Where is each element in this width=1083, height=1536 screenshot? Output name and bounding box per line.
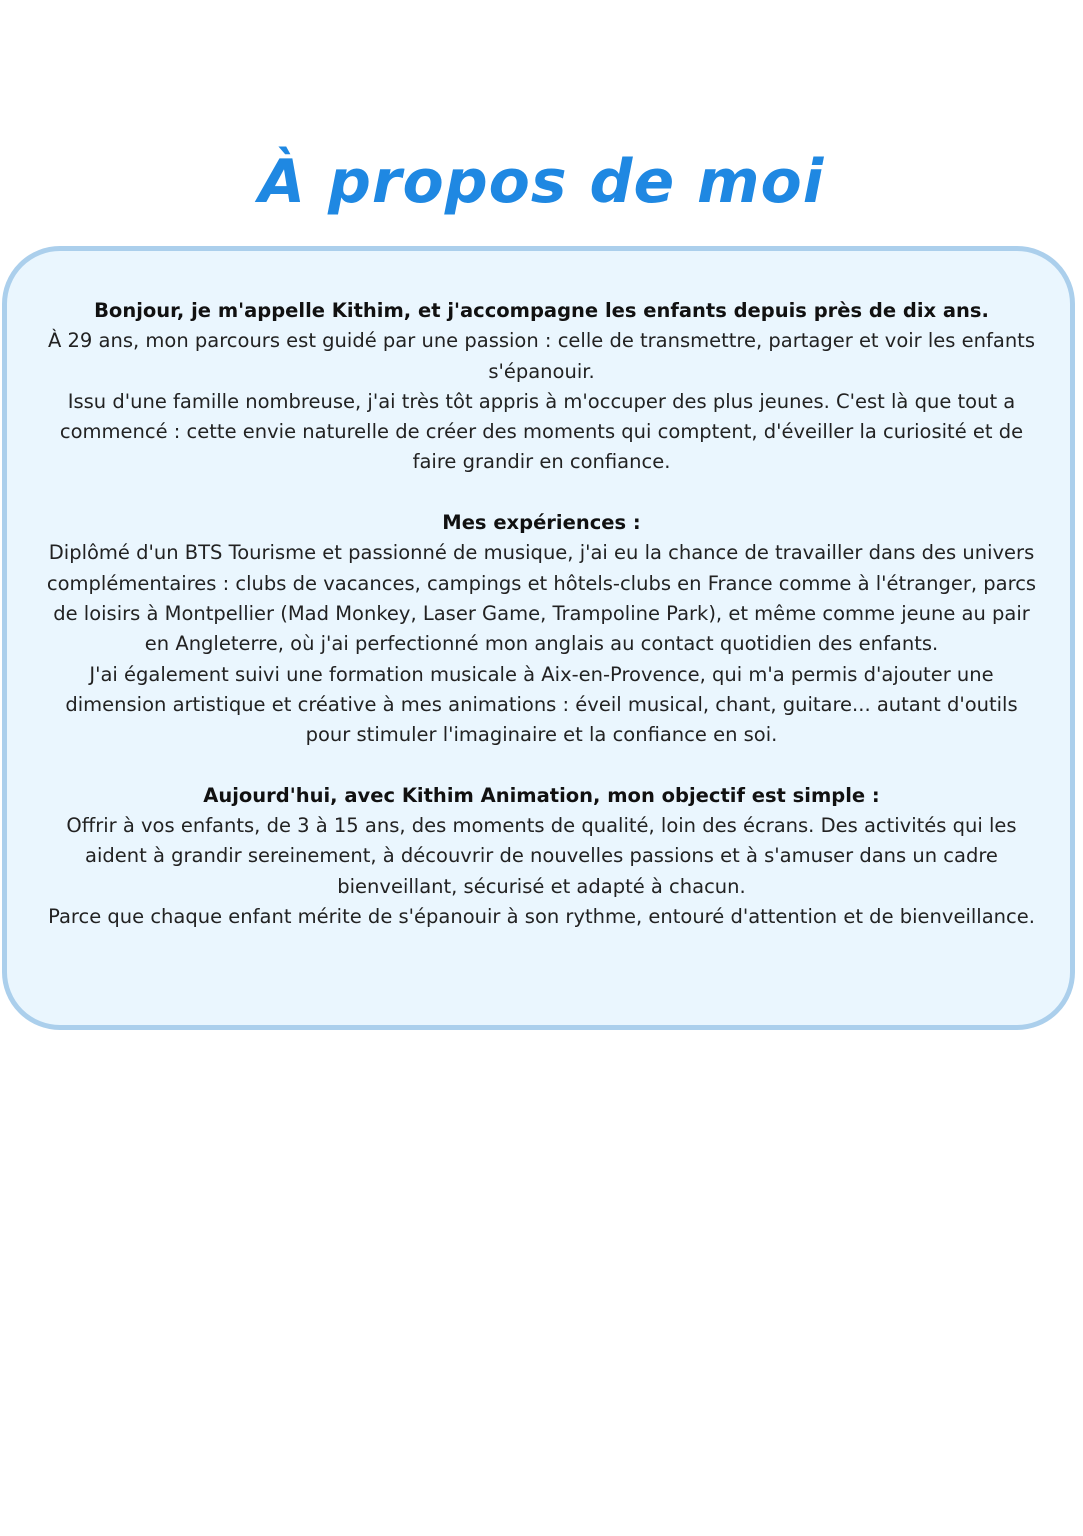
today-section	[40, 781, 1043, 932]
about-content	[40, 296, 1043, 932]
experiences-paragraph-2: J'ai également suivi une formation musicale à Aix-en-Provence, qui m'a permis d'ajouter une dimension artistique et créative à mes animations : éveil musical, chant, guitare... autant d'outils pour stimuler l'imaginaire et la confiance en soi.	[65, 662, 1018, 747]
section-spacer	[40, 478, 1043, 508]
page-title: À propos de moi	[258, 147, 825, 217]
experiences-paragraph-1: Diplômé d'un BTS Tourisme et passionné de musique, j'ai eu la chance de travailler dans des univers complémentaires : clubs de vacances, campings et hôtels-clubs en France comme à l'étranger, parcs de loisirs à Montpellier (Mad Monkey, Laser Game, Trampoline Park), et même comme jeune au pair en Angleterre, où j'ai perfectionné mon anglais au contact quotidien des enfants.	[46, 541, 1037, 656]
intro-paragraph-2: Issu d'une famille nombreuse, j'ai très tôt appris à m'occuper des plus jeunes. C'est là que tout a commencé : cette envie naturelle de créer des moments qui comptent, d'éveiller la curiosité et de faire grandir en confiance.	[59, 389, 1024, 474]
today-heading: Aujourd'hui, avec Kithim Animation, mon objectif est simple :	[203, 783, 880, 807]
section-spacer	[40, 750, 1043, 780]
experiences-section	[40, 508, 1043, 750]
today-paragraph-1: Offrir à vos enfants, de 3 à 15 ans, des moments de qualité, loin des écrans. Des activités qui les aident à grandir sereinement, à découvrir de nouvelles passions et à s'amuser dans un cadre bienveillant, sécurisé et adapté à chacun.	[66, 814, 1017, 898]
experiences-heading: Mes expériences :	[442, 511, 641, 535]
intro-heading: Bonjour, je m'appelle Kithim, et j'accompagne les enfants depuis près de dix ans.	[94, 299, 989, 322]
intro-section	[40, 296, 1043, 478]
today-paragraph-2: Parce que chaque enfant mérite de s'épanouir à son rythme, entouré d'attention et de bienveillance.	[48, 904, 1035, 928]
intro-paragraph-1: À 29 ans, mon parcours est guidé par une passion : celle de transmettre, partager et voir les enfants s'épanouir.	[47, 329, 1035, 383]
